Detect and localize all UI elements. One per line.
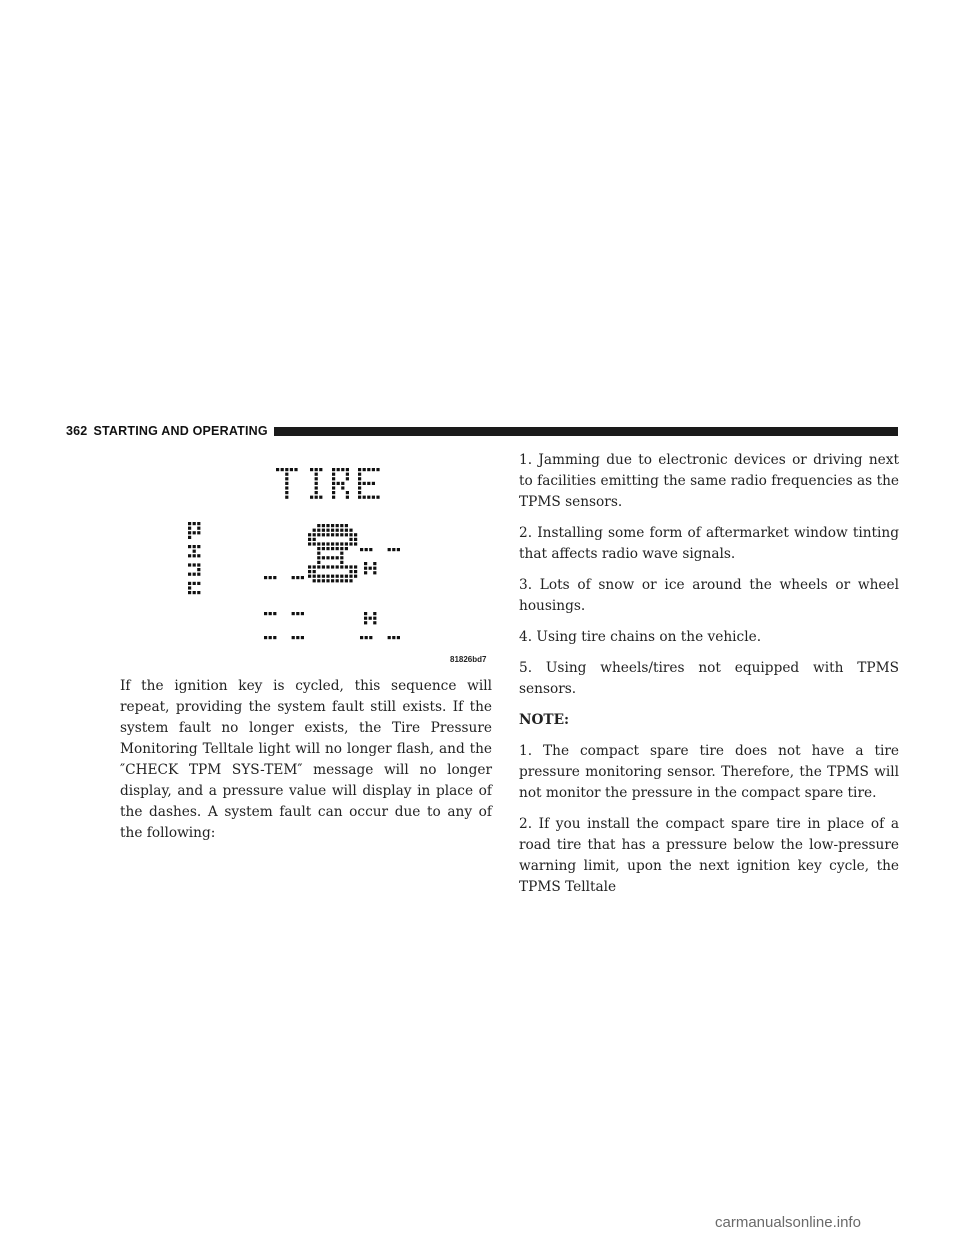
fault-item-5: 5. Using wheels/tires not equipped with TPMS sensors. (519, 660, 899, 697)
display-left-indicator (188, 522, 200, 594)
page-number: 362 (66, 424, 88, 438)
fault-item-1: 1. Jamming due to electronic devices or driving next to facilities emitting the same radio frequencies as the TPMS sensors. (519, 452, 899, 510)
body-paragraph: If the ignition key is cycled, this sequence will repeat, providing the system fault still exists. If the system fault no longer exists, the Tire Pressure Monitoring Telltale light will no longer flash, and the ″CHECK TPM SYS-TEM″ message will no longer display, and a pressure value will display in place of the dashes. A system fault can occur due to any of the following: (120, 678, 492, 841)
display-dash-front-left (264, 576, 304, 579)
note-item-1: 1. The compact spare tire does not have a tire pressure monitoring sensor. Therefore, the TPMS will not monitor the pressure in the compact spare tire. (519, 743, 899, 801)
right-column (519, 450, 899, 908)
section-title: STARTING AND OPERATING (93, 424, 268, 438)
fault-item-3: 3. Lots of snow or ice around the wheels or wheel housings. (519, 577, 899, 614)
header-rule (274, 427, 898, 436)
display-letter-i (310, 468, 322, 499)
display-letter-e (358, 468, 380, 499)
figure-id: 81826bd7 (450, 655, 487, 664)
note-label: NOTE: (519, 712, 570, 728)
left-column (120, 676, 492, 854)
tpms-display-figure (180, 462, 487, 664)
display-tire-shape (308, 524, 357, 582)
watermark: carmanualsonline.info (715, 1214, 861, 1231)
display-dash-mid-left (264, 612, 304, 615)
tpms-display-illustration (180, 462, 480, 652)
display-letter-r (332, 468, 349, 499)
fault-item-4: 4. Using tire chains on the vehicle. (519, 629, 762, 645)
display-dash-rear-right (360, 636, 400, 639)
display-dash-rear-left (264, 636, 304, 639)
display-letter-t (276, 468, 298, 499)
note-item-2: 2. If you install the compact spare tire in place of a road tire that has a pressure below the low-pressure warning limit, upon the next ignition key cycle, the TPMS Telltale (519, 816, 899, 895)
page-header (66, 424, 898, 438)
fault-item-2: 2. Installing some form of aftermarket window tinting that affects radio wave signals. (519, 525, 899, 562)
display-mark-right-2 (364, 612, 376, 624)
display-mark-right-1 (364, 562, 376, 574)
display-dash-front-right (360, 548, 400, 551)
